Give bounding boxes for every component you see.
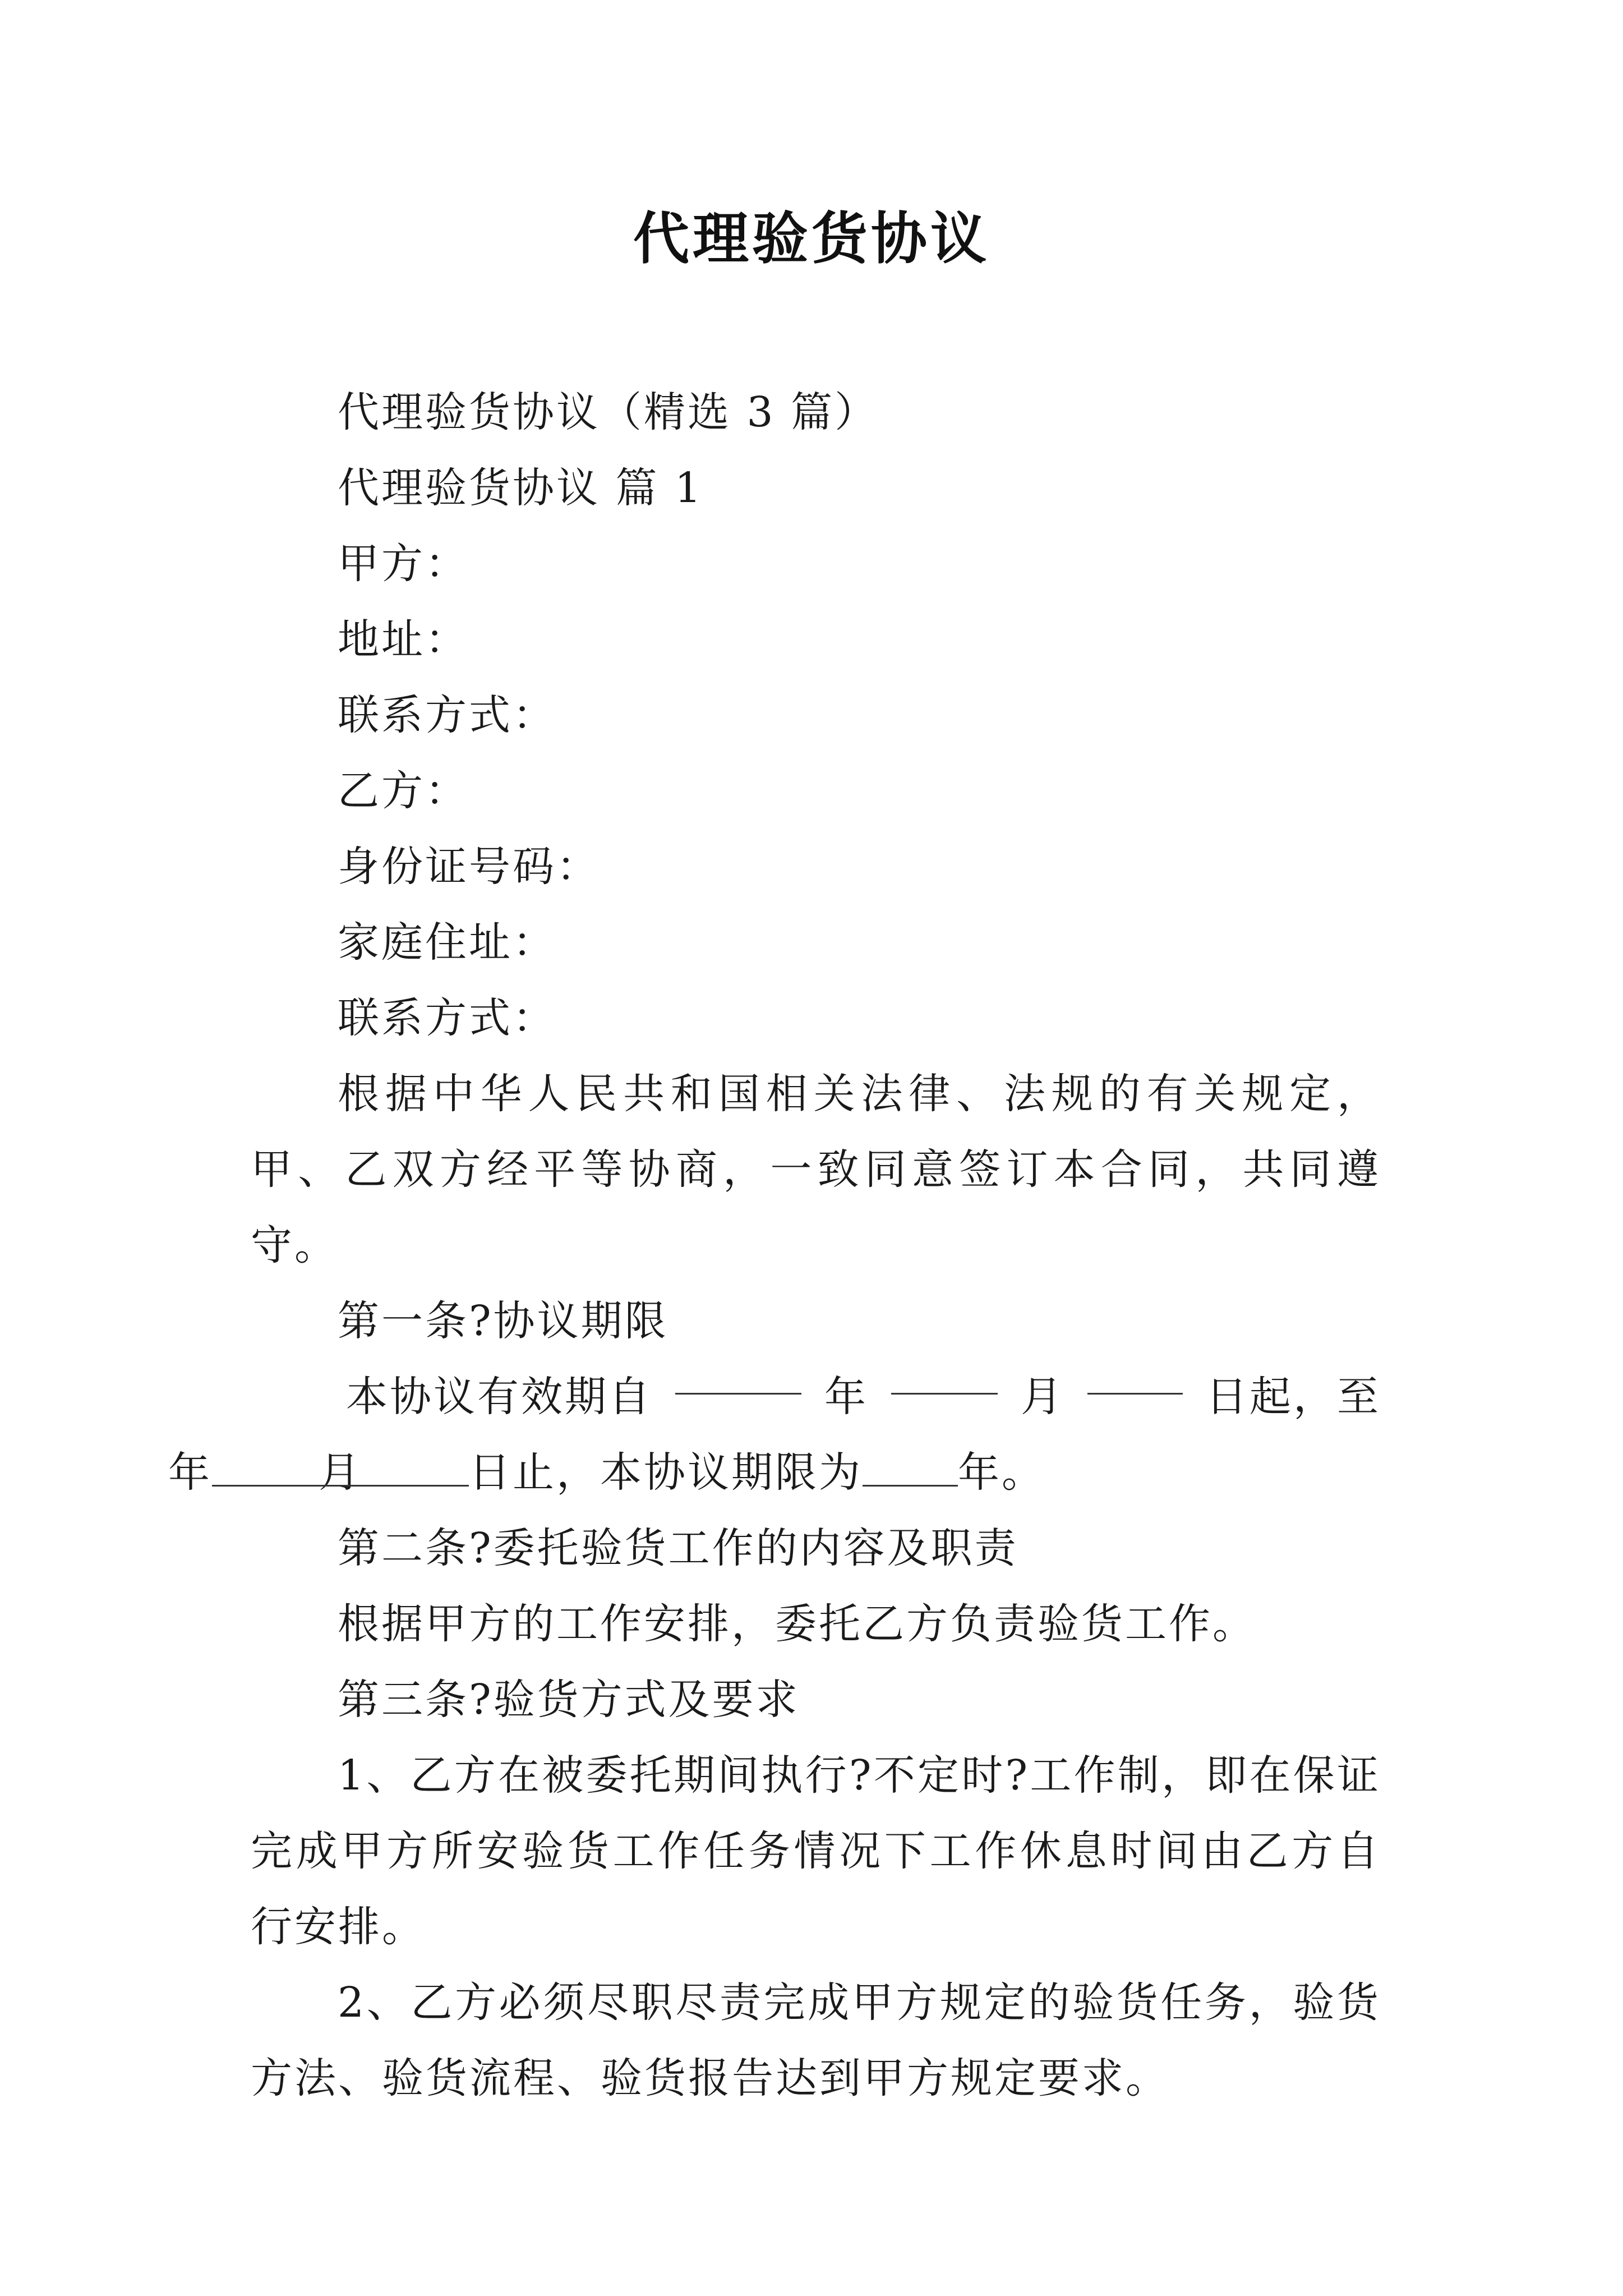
article3-heading: 第三条?验货方式及要求 [338, 1676, 800, 1724]
article1-year2: 年 [168, 1448, 212, 1497]
blank-years [863, 1451, 958, 1487]
party-a-label: 甲方： [338, 540, 469, 588]
blank-year-start [675, 1359, 801, 1395]
party-b-label: 乙方： [338, 767, 469, 815]
article1-year1: 年 [824, 1373, 868, 1421]
article1-month2: 月 [319, 1448, 362, 1497]
article1-day2: 日止，本协议期限为 [469, 1448, 863, 1497]
article1-years: 年。 [958, 1448, 1045, 1497]
intro-paragraph: 根据中华人民共和国相关法律、法规的有关规定，甲、乙双方经平等协商，一致同意签订本合同，共同遵守。 [251, 1070, 1381, 1269]
address-label: 地址： [338, 615, 469, 664]
article1-day1: 日起，至 [1206, 1373, 1381, 1421]
article1-line1 [251, 1359, 1381, 1435]
article3-item2: 2、乙方必须尽职尽责完成甲方规定的验货任务，验货方法、验货流程、验货报告达到甲方规定要求。 [251, 1978, 1381, 2102]
blank-month-start [891, 1359, 998, 1395]
contact-label-b: 联系方式： [338, 994, 556, 1042]
article2-text: 根据甲方的工作安排，委托乙方负责验货工作。 [338, 1600, 1256, 1648]
article1-part1: 本协议有效期自 [346, 1373, 652, 1421]
document-subtitle: 代理验货协议（精选 3 篇） [338, 388, 879, 436]
document-body [168, 375, 1381, 2116]
article1-heading: 第一条?协议期限 [338, 1297, 668, 1345]
id-number-label: 身份证号码： [338, 843, 600, 891]
document-title: 代理验货协议 [633, 205, 990, 272]
blank-day-start [1087, 1359, 1183, 1395]
article1-line2 [0, 1435, 1381, 1511]
section-heading: 代理验货协议 篇 1 [338, 464, 704, 512]
blank-year-end [251, 1451, 419, 1487]
article3-item1: 1、乙方在被委托期间执行?不定时?工作制，即在保证完成甲方所安验货工作任务情况下工作休息时间由乙方自行安排。 [251, 1751, 1381, 1951]
contact-label-a: 联系方式： [338, 691, 556, 739]
article1-month1: 月 [1021, 1373, 1064, 1421]
home-address-label: 家庭住址： [338, 918, 556, 967]
article2-heading: 第二条?委托验货工作的内容及职责 [338, 1524, 1018, 1572]
